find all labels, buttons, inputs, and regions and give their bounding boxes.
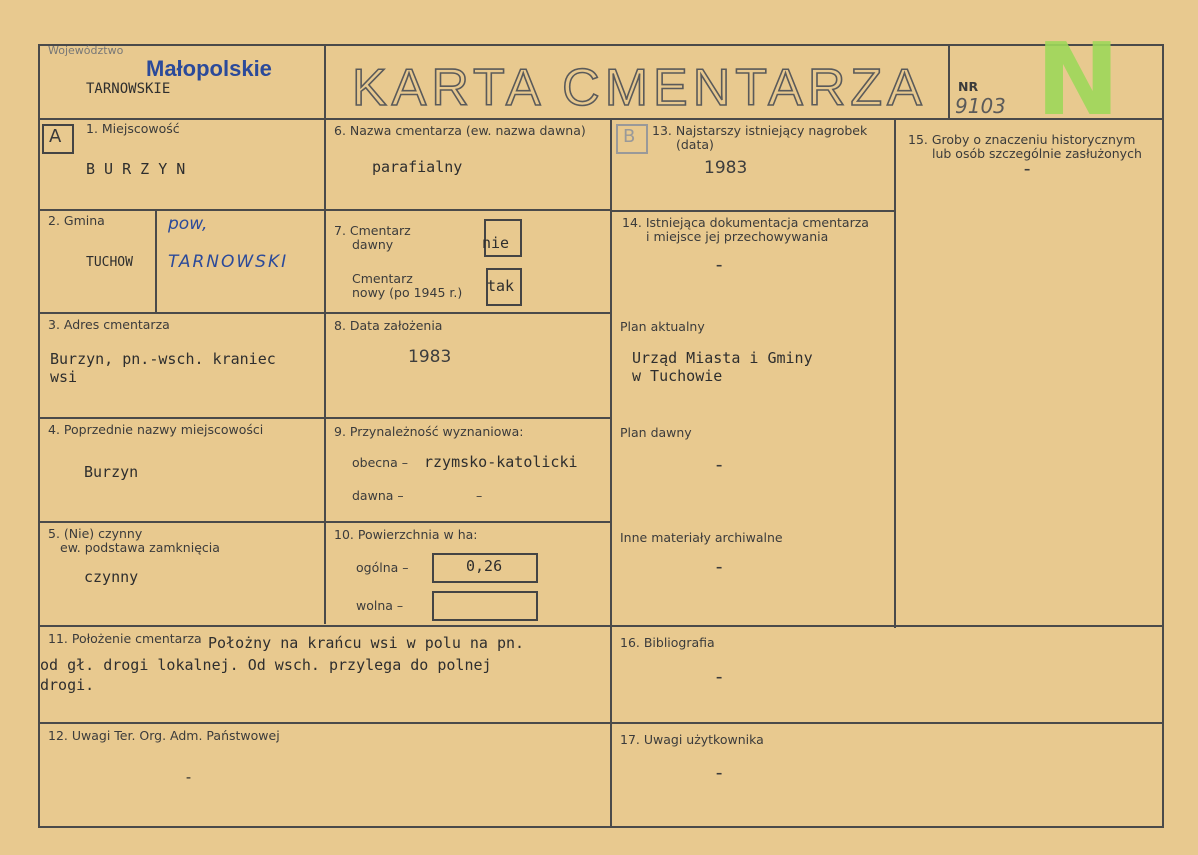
field-2-hand-value: TARNOWSKI [168, 252, 289, 272]
row-3 [38, 417, 612, 419]
field-3-value-line2: wsi [50, 368, 78, 386]
field-4-label: 4. Poprzednie nazwy miejscowości [48, 422, 264, 437]
frame-top [38, 44, 1164, 46]
row-4 [38, 521, 612, 523]
field-13-label-line2: (data) [676, 137, 714, 152]
field-11-value-line2: od gł. drogi lokalnej. Od wsch. przylega do polnej [40, 656, 492, 674]
field-9-current-value: rzymsko-katolicki [424, 453, 578, 471]
archives-value: – [716, 559, 723, 574]
field-15-label-line2: lub osób szczególnie zasłużonych [932, 146, 1142, 161]
field-9-former-label: dawna – [352, 488, 404, 503]
row-2 [38, 312, 612, 314]
plan-current-value-line1: Urząd Miasta i Gminy [632, 349, 813, 367]
field-8-value: 1983 [408, 347, 452, 367]
field-17-label: 17. Uwagi użytkownika [620, 732, 764, 747]
col-divider-15 [894, 118, 896, 628]
voivodeship-label: Województwo [48, 44, 124, 57]
field-11-value-line3: drogi. [40, 676, 95, 694]
nr-value: 9103 [955, 94, 1006, 118]
plan-current-label: Plan aktualny [620, 319, 705, 334]
header-bottom [38, 118, 1164, 120]
voivodeship-stamp: Małopolskie [146, 56, 272, 81]
field-1-label: 1. Miejscowość [86, 121, 180, 136]
field-16-label: 16. Bibliografia [620, 635, 715, 650]
field-10-label: 10. Powierzchnia w ha: [334, 527, 478, 542]
header-divider-2 [948, 44, 950, 120]
field-8-label: 8. Data założenia [334, 318, 443, 333]
page-title: KARTA CMENTARZA [352, 59, 927, 117]
field-3-value-line1: Burzyn, pn.-wsch. kraniec [50, 350, 276, 368]
row-1 [38, 209, 612, 211]
field-14-label-line1: 14. Istniejąca dokumentacja cmentarza [622, 215, 869, 230]
field-14-label-line2: i miejsce jej przechowywania [646, 229, 829, 244]
field-13-label-line1: 13. Najstarszy istniejący nagrobek [652, 123, 868, 138]
row-b-1 [610, 210, 896, 212]
field-3-label: 3. Adres cmentarza [48, 317, 170, 332]
voivodeship-typed: TARNOWSKIE [86, 81, 171, 97]
field-10-total-value: 0,26 [466, 557, 503, 575]
field-10-total-label: ogólna – [356, 560, 409, 575]
field-2-value: TUCHOW [86, 255, 133, 270]
section-a-letter: A [49, 126, 62, 147]
field-10-free-label: wolna – [356, 598, 404, 613]
field-11-value-line1: Położny na krańcu wsi w polu na pn. [208, 634, 525, 652]
field-12-value: ‑ [184, 768, 194, 786]
field-1-value: B U R Z Y N [86, 160, 186, 178]
field-7-label-a2: dawny [352, 237, 394, 252]
plan-current-value-line2: w Tuchowie [632, 367, 723, 385]
field-9-current-label: obecna – [352, 455, 408, 470]
nr-label: NR [958, 79, 979, 94]
frame-bottom [38, 826, 1164, 828]
field-12-label: 12. Uwagi Ter. Org. Adm. Państwowej [48, 728, 280, 743]
field-5-value: czynny [84, 568, 139, 586]
field-10-free-box [432, 591, 538, 621]
row-5 [38, 625, 1164, 627]
field-9-former-value: – [476, 488, 483, 503]
field-6-label: 6. Nazwa cmentarza (ew. nazwa dawna) [334, 123, 586, 138]
field-17-value: – [716, 765, 723, 780]
field-11-label: 11. Położenie cmentarza [48, 631, 202, 646]
field-7-label-b2: nowy (po 1945 r.) [352, 285, 463, 300]
field-5-label-line1: 5. (Nie) czynny [48, 526, 143, 541]
plan-former-label: Plan dawny [620, 425, 692, 440]
frame-right [1162, 44, 1164, 828]
field-4-value: Burzyn [84, 463, 139, 481]
frame-left [38, 44, 40, 828]
field-16-value: – [716, 669, 723, 684]
gmina-inner-divider [155, 210, 157, 312]
field-5-label-line2: ew. podstawa zamknięcia [60, 540, 220, 555]
field-13-value: 1983 [704, 158, 748, 178]
field-14-value: – [716, 257, 723, 272]
field-7-value-b: tak [487, 277, 515, 295]
archives-label: Inne materiały archiwalne [620, 530, 783, 545]
field-7-label-b1: Cmentarz [352, 271, 413, 286]
field-2-label: 2. Gmina [48, 213, 105, 228]
field-15-value: – [1024, 161, 1031, 176]
corner-letter: N [1036, 21, 1120, 138]
header-divider-1 [324, 44, 326, 624]
row-6 [38, 722, 1164, 724]
section-b-letter: B [623, 126, 636, 147]
field-7-label-a1: 7. Cmentarz [334, 223, 411, 238]
field-9-label: 9. Przynależność wyznaniowa: [334, 424, 524, 439]
field-15-label-line1: 15. Groby o znaczeniu historycznym [908, 132, 1136, 147]
field-7-value-a: nie [482, 234, 510, 252]
field-6-value: parafialny [372, 158, 463, 176]
plan-former-value: – [716, 457, 723, 472]
field-2-hand-note: pow, [168, 214, 208, 234]
col-divider-b [610, 118, 612, 826]
